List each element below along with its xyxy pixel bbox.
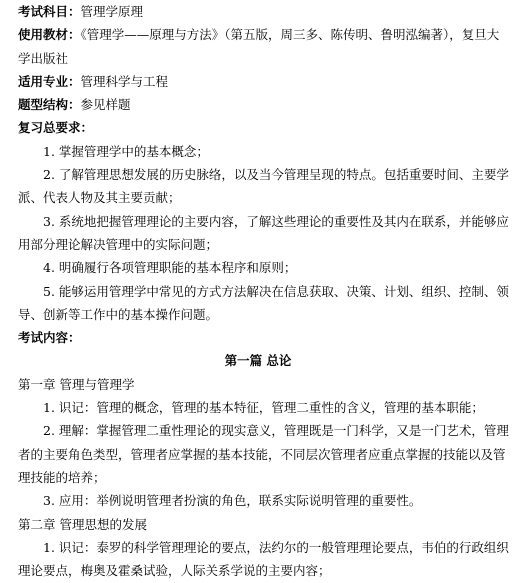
exam-subject-line bbox=[18, 0, 498, 23]
textbook-line-2: 学出版社 bbox=[18, 50, 69, 66]
review-item-5-line-2: 导、创新等工作中的基本操作问题。 bbox=[18, 306, 219, 322]
review-item-5-line-1: 5. 能够运用管理学中常见的方式方法解决在信息获取、决策、计划、组织、控制、领 bbox=[43, 283, 509, 299]
review-item-4: 4. 明确履行各项管理职能的基本程序和原则； bbox=[43, 260, 297, 276]
chapter-1-item-2-line-2: 者的主要角色类型，管理者应掌握的基本技能，不同层次管理者应重点掌握的技能以及管 bbox=[18, 446, 506, 462]
review-item-2-line-1: 2. 了解管理思想发展的历史脉络，以及当今管理呈现的特点。包括重要时间、主要学 bbox=[43, 167, 509, 183]
textbook-line-1 bbox=[18, 23, 498, 46]
part-title: 第一篇 总论 bbox=[224, 353, 292, 369]
chapter-2-item-1-line-1: 1. 识记：泰罗的科学管理理论的要点，法约尔的一般管理理论要点，韦伯的行政组织 bbox=[43, 539, 509, 555]
chapter-1-item-2-line-3: 理技能的培养； bbox=[18, 469, 106, 485]
textbook-value-line-1: 《管理学——原理与方法》（第五版，周三多、陈传明、鲁明泓编著），复旦大 bbox=[80, 27, 500, 43]
chapter-1-title: 第一章 管理与管理学 bbox=[18, 376, 135, 392]
chapter-2-title: 第二章 管理思想的发展 bbox=[18, 516, 147, 532]
question-types-line bbox=[18, 93, 498, 116]
major-label: 适用专业： bbox=[18, 73, 81, 89]
major-line bbox=[18, 70, 498, 93]
review-item-3-line-1: 3. 系统地把握管理理论的主要内容，了解这些理论的重要性及其内在联系，并能够应 bbox=[43, 213, 509, 229]
chapter-1-item-1: 1. 识记：管理的概念，管理的基本特征，管理二重性的含义，管理的基本职能； bbox=[43, 400, 484, 416]
review-item-2-line-2: 派、代表人物及其主要贡献； bbox=[18, 190, 181, 206]
major-value: 管理科学与工程 bbox=[80, 73, 169, 89]
textbook-label: 使用教材： bbox=[18, 27, 81, 43]
chapter-1-item-2-line-1: 2. 理解：掌握管理二重性理论的现实意义，管理既是一门科学，又是一门艺术，管理 bbox=[43, 423, 509, 439]
review-item-1: 1. 掌握管理学中的基本概念； bbox=[43, 143, 209, 159]
exam-content-heading: 考试内容： bbox=[18, 330, 81, 346]
question-types-label: 题型结构： bbox=[18, 97, 81, 113]
exam-subject-value: 管理学原理 bbox=[80, 4, 144, 19]
chapter-2-item-1-line-2: 理论要点，梅奥及霍桑试验，人际关系学说的主要内容； bbox=[18, 563, 331, 579]
exam-subject-label: 考试科目： bbox=[18, 4, 81, 19]
chapter-1-item-3: 3. 应用：举例说明管理者扮演的角色，联系实际说明管理的重要性。 bbox=[43, 493, 422, 509]
review-item-3-line-2: 用部分理论解决管理中的实际问题； bbox=[18, 236, 219, 252]
review-requirements-heading: 复习总要求： bbox=[18, 120, 94, 136]
question-types-value: 参见样题 bbox=[80, 97, 131, 113]
document-page bbox=[18, 0, 509, 582]
